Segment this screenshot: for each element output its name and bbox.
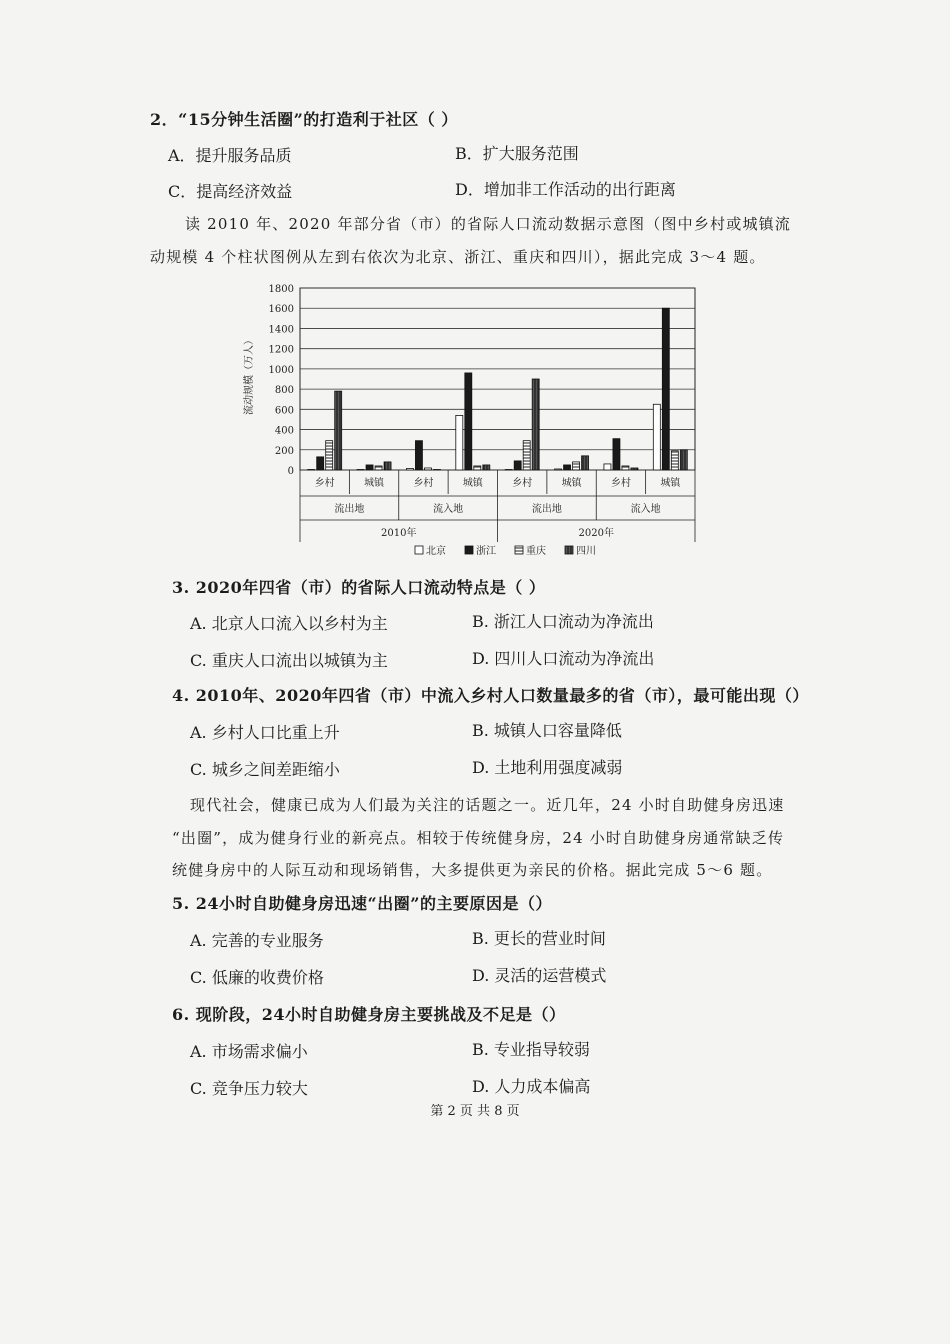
intro-line-1: 读 2010 年、2020 年部分省（市）的省际人口流动数据示意图（图中乡村或城镇流 <box>185 215 792 233</box>
y-tick-label: 1600 <box>268 304 294 316</box>
bar-四川 <box>532 379 539 470</box>
q4-option-b: B. 城镇人口容量降低 <box>472 721 622 740</box>
intro2-line-2: “出圈”，成为健身行业的新亮点。相较于传统健身房，24 小时自助健身房通常缺乏传 <box>172 829 785 847</box>
bar-浙江 <box>514 461 521 470</box>
y-tick-label: 400 <box>274 425 294 437</box>
question-3: 3. 2020年四省（市）的省际人口流动特点是（ ） <box>172 578 546 597</box>
category-label: 城镇 <box>660 478 681 489</box>
q3-option-d: D. 四川人口流动为净流出 <box>472 649 655 668</box>
q6-option-c: C. 竞争压力较大 <box>190 1079 308 1098</box>
bar-北京 <box>604 464 611 470</box>
bar-重庆 <box>424 468 431 470</box>
legend-label: 浙江 <box>476 546 496 557</box>
intro2-line-3: 统健身房中的人际互动和现场销售，大多提供更为亲民的价格。据此完成 5～6 题。 <box>172 861 773 879</box>
bar-四川 <box>335 391 342 470</box>
page-footer: 第 2 页 共 8 页 <box>430 1104 520 1119</box>
q2-option-d: D．增加非工作活动的出行距离 <box>455 180 676 199</box>
q5-option-a: A. 完善的专业服务 <box>190 931 324 950</box>
question-2: 2．“15分钟生活圈”的打造利于社区（ ） <box>150 110 458 129</box>
flow-direction-label: 流出地 <box>334 504 365 515</box>
legend-swatch-浙江 <box>465 546 473 554</box>
intro-line-2: 动规模 4 个柱状图例从左到右依次为北京、浙江、重庆和四川），据此完成 3～4 题。 <box>150 248 766 266</box>
bar-北京 <box>308 469 315 470</box>
bar-重庆 <box>523 441 530 470</box>
bar-重庆 <box>671 451 678 470</box>
y-tick-label: 600 <box>274 405 294 417</box>
bar-浙江 <box>564 465 571 470</box>
q2-option-b: B．扩大服务范围 <box>455 144 579 163</box>
legend-label: 重庆 <box>526 546 546 557</box>
q5-option-b: B. 更长的营业时间 <box>472 929 606 948</box>
bar-北京 <box>406 468 413 470</box>
bar-重庆 <box>622 466 629 470</box>
bar-重庆 <box>375 466 382 470</box>
category-label: 城镇 <box>561 478 582 489</box>
q3-option-b: B. 浙江人口流动为净流出 <box>472 612 654 631</box>
bar-浙江 <box>613 439 620 470</box>
question-4: 4. 2010年、2020年四省（市）中流入乡村人口数量最多的省（市），最可能出现（） <box>172 686 809 705</box>
q6-option-d: D. 人力成本偏高 <box>472 1077 591 1096</box>
legend-swatch-重庆 <box>515 546 523 554</box>
y-tick-label: 200 <box>274 445 294 457</box>
q3-option-c: C. 重庆人口流出以城镇为主 <box>190 651 388 670</box>
y-axis-label: 流动规模（万人） <box>244 335 255 415</box>
bar-四川 <box>631 468 638 470</box>
category-label: 乡村 <box>610 478 631 489</box>
question-6: 6. 现阶段，24小时自助健身房主要挑战及不足是（） <box>172 1005 566 1024</box>
q5-option-d: D. 灵活的运营模式 <box>472 966 607 985</box>
y-tick-label: 1000 <box>268 364 294 376</box>
bar-重庆 <box>326 441 333 470</box>
legend-label: 四川 <box>576 546 596 557</box>
q5-option-c: C. 低廉的收费价格 <box>190 968 324 987</box>
bar-四川 <box>483 465 490 470</box>
bar-北京 <box>357 469 364 470</box>
q2-option-a: A．提升服务品质 <box>168 146 292 165</box>
year-label: 2010年 <box>381 528 417 539</box>
bar-北京 <box>505 469 512 470</box>
y-tick-label: 800 <box>274 385 294 397</box>
bar-浙江 <box>317 457 324 470</box>
question-5: 5. 24小时自助健身房迅速“出圈”的主要原因是（） <box>172 894 552 913</box>
flow-direction-label: 流入地 <box>630 504 661 515</box>
flow-direction-label: 流入地 <box>433 504 464 515</box>
intro2-line-1: 现代社会，健康已成为人们最为关注的话题之一。近几年，24 小时自助健身房迅速 <box>190 796 785 814</box>
bar-浙江 <box>366 465 373 470</box>
year-label: 2020年 <box>578 528 614 539</box>
bar-浙江 <box>465 373 472 470</box>
category-label: 乡村 <box>413 478 434 489</box>
bar-浙江 <box>662 308 669 470</box>
bar-四川 <box>384 462 391 470</box>
bar-重庆 <box>474 466 481 470</box>
q4-option-d: D. 土地利用强度减弱 <box>472 758 623 777</box>
bar-四川 <box>680 450 687 470</box>
y-tick-label: 1800 <box>268 284 294 295</box>
bar-重庆 <box>573 462 580 470</box>
category-label: 乡村 <box>512 478 533 489</box>
y-tick-label: 1200 <box>268 344 294 356</box>
category-label: 乡村 <box>314 478 335 489</box>
y-tick-label: 1400 <box>268 324 294 336</box>
bar-浙江 <box>415 441 422 470</box>
bar-四川 <box>433 469 440 470</box>
q4-option-a: A. 乡村人口比重上升 <box>190 723 340 742</box>
bar-北京 <box>555 469 562 470</box>
q3-option-a: A. 北京人口流入以乡村为主 <box>190 614 388 633</box>
legend-swatch-四川 <box>565 546 573 554</box>
population-flow-chart <box>240 280 710 570</box>
q4-option-c: C. 城乡之间差距缩小 <box>190 760 340 779</box>
category-label: 城镇 <box>364 478 385 489</box>
legend-label: 北京 <box>426 546 446 557</box>
bar-北京 <box>456 415 463 470</box>
bar-北京 <box>653 404 660 470</box>
q2-option-c: C．提高经济效益 <box>168 182 293 201</box>
plot-frame <box>300 288 695 470</box>
y-tick-label: 0 <box>287 466 294 477</box>
q6-option-b: B. 专业指导较弱 <box>472 1040 590 1059</box>
category-label: 城镇 <box>462 478 483 489</box>
bar-四川 <box>582 456 589 470</box>
q6-option-a: A. 市场需求偏小 <box>190 1042 308 1061</box>
legend-swatch-北京 <box>415 546 423 554</box>
flow-direction-label: 流出地 <box>531 504 562 515</box>
